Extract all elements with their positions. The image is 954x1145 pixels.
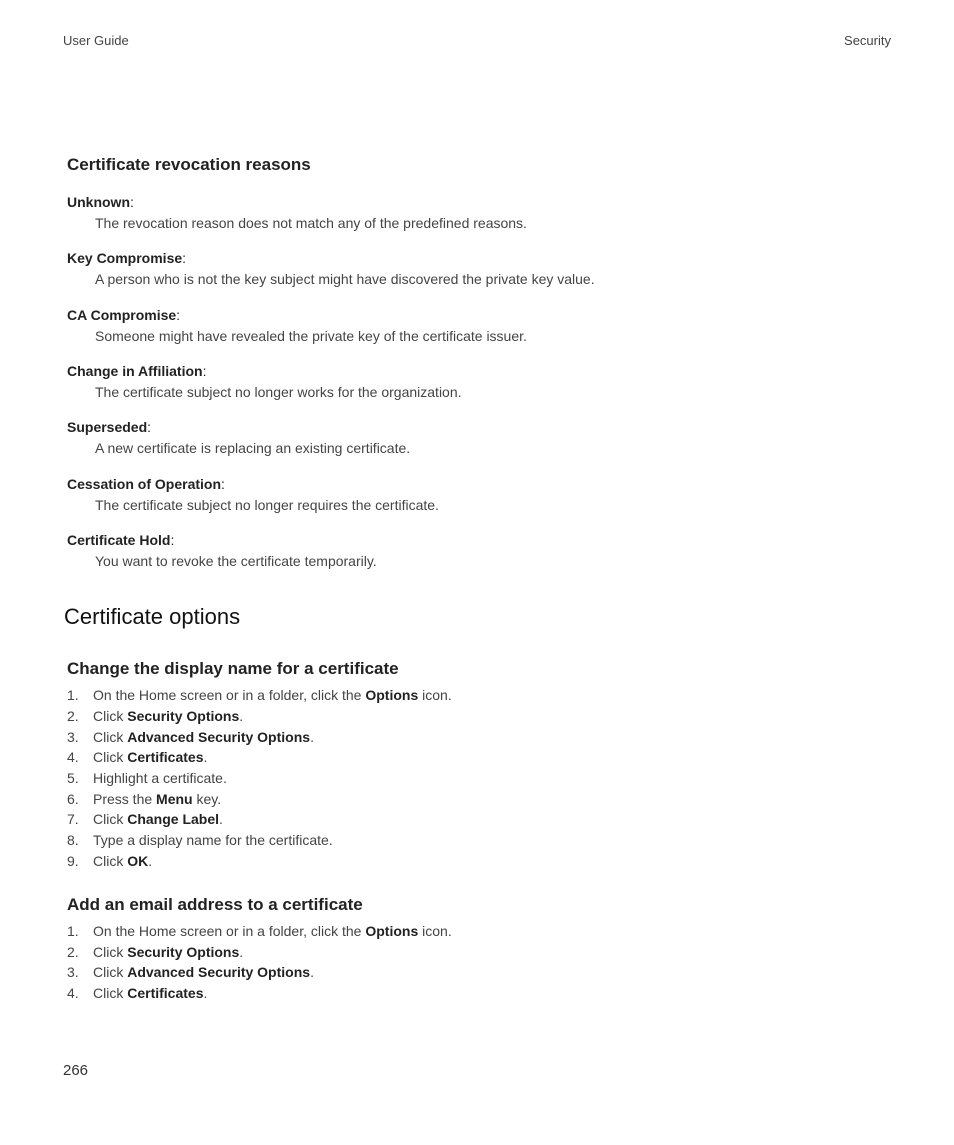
page-number: 266 — [63, 1062, 89, 1079]
def-superseded: A new certificate is replacing an existing certificate. — [95, 440, 411, 456]
term-ca-compromise: CA Compromise: — [67, 307, 181, 323]
email-step: 3. Click Advanced Security Options. — [67, 964, 314, 980]
def-ca-compromise: Someone might have revealed the private key of the certificate issuer. — [95, 328, 527, 344]
term-certificate-hold: Certificate Hold: — [67, 532, 175, 548]
email-step: 2. Click Security Options. — [67, 944, 244, 960]
display-name-step: 8. Type a display name for the certificate. — [67, 832, 333, 848]
def-unknown: The revocation reason does not match any of the predefined reasons. — [95, 215, 527, 231]
def-key-compromise: A person who is not the key subject might have discovered the private key value. — [95, 271, 595, 287]
revocation-title: Certificate revocation reasons — [67, 155, 311, 174]
display-name-step: 6. Press the Menu key. — [67, 791, 222, 807]
display-name-step: 5. Highlight a certificate. — [67, 770, 227, 786]
header-right: Security — [844, 33, 891, 48]
def-cessation-of-operation: The certificate subject no longer requires the certificate. — [95, 497, 439, 513]
display-name-step: 2. Click Security Options. — [67, 708, 244, 724]
display-name-title: Change the display name for a certificate — [67, 659, 399, 678]
term-key-compromise: Key Compromise: — [67, 250, 187, 266]
term-superseded: Superseded: — [67, 419, 152, 435]
display-name-step: 4. Click Certificates. — [67, 749, 208, 765]
email-step: 1. On the Home screen or in a folder, click the Options icon. — [67, 923, 452, 939]
display-name-step: 1. On the Home screen or in a folder, click the Options icon. — [67, 687, 452, 703]
term-unknown: Unknown: — [67, 194, 134, 210]
def-certificate-hold: You want to revoke the certificate temporarily. — [95, 553, 377, 569]
display-name-step: 3. Click Advanced Security Options. — [67, 729, 314, 745]
email-step: 4. Click Certificates. — [67, 985, 208, 1001]
term-change-in-affiliation: Change in Affiliation: — [67, 363, 207, 379]
display-name-step: 7. Click Change Label. — [67, 811, 223, 827]
email-title: Add an email address to a certificate — [67, 895, 363, 914]
display-name-step: 9. Click OK. — [67, 853, 153, 869]
options-title: Certificate options — [64, 604, 241, 629]
def-change-in-affiliation: The certificate subject no longer works for the organization. — [95, 384, 462, 400]
term-cessation-of-operation: Cessation of Operation: — [67, 476, 225, 492]
header-left: User Guide — [63, 33, 129, 48]
